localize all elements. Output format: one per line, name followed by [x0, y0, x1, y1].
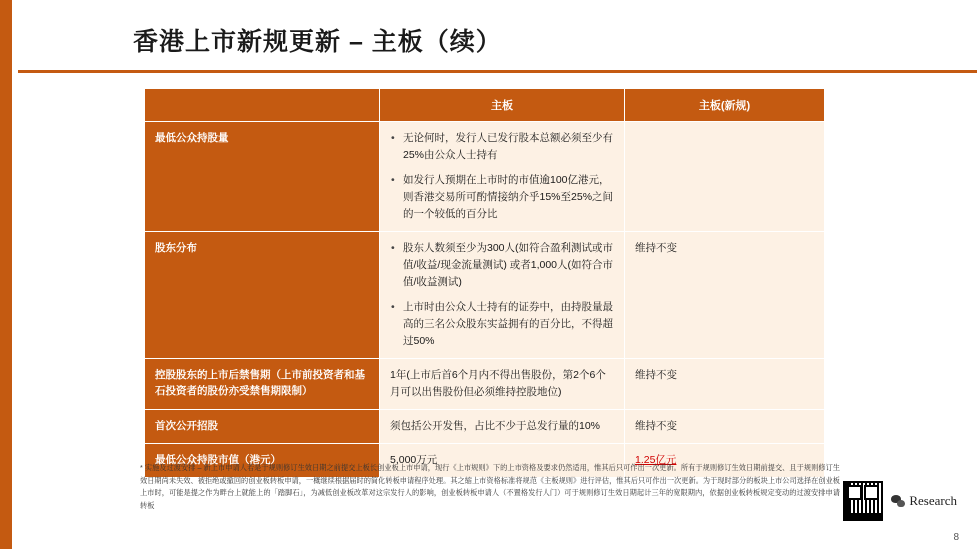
list-item: • 如发行人预期在上市时的市值逾100亿港元，则香港交易所可酌情接纳介乎15%至25%之间的一个较低的百分比: [390, 172, 614, 223]
row-label-min-market-cap: 最低公众持股市值（港元）: [145, 444, 380, 478]
row-label-shareholder-distribution: 股东分布: [145, 232, 380, 359]
table-row: [145, 410, 825, 444]
row-label-min-public-float: 最低公众持股量: [145, 122, 380, 232]
cell-new-shareholder-distribution: 维持不变: [625, 232, 825, 359]
header-main-board: 主板: [380, 89, 625, 122]
wechat-icon: [891, 495, 905, 507]
cell-main-min-market-cap: 5,000万元: [380, 444, 625, 478]
highlight-value: 1.25亿元: [635, 454, 677, 466]
list-item: • 股东人数须至少为300人(如符合盈利测试或市值/收益/现金流量测试) 或者1,000人(如符合市值/收益测试): [390, 240, 614, 291]
page-title: 香港上市新规更新 – 主板（续）: [133, 28, 502, 56]
header-main-board-new: 主板(新规): [625, 89, 825, 122]
cell-new-lockup-period: 维持不变: [625, 359, 825, 410]
left-accent-bar: [0, 0, 12, 549]
research-branding: [843, 481, 957, 521]
row-label-lockup-period: 控股股东的上市后禁售期（上市前投资者和基石投资者的股份亦受禁售期限制）: [145, 359, 380, 410]
comparison-table: [144, 88, 825, 478]
qr-code-icon: [843, 481, 883, 521]
row-label-ipo: 首次公开招股: [145, 410, 380, 444]
table-row: [145, 359, 825, 410]
research-label: Research: [909, 493, 957, 508]
cell-new-ipo: 维持不变: [625, 410, 825, 444]
research-label-group: [891, 493, 957, 509]
list-item: • 上市时由公众人士持有的证券中，由持股量最高的三名公众股东实益拥有的百分比，不得超过50%: [390, 299, 614, 350]
footnote: * 实施及过渡安排 – 新上市申请人若是于规则修订生效日期之前提交上板长创业板上市申请，现行《上市规则》下的上市资格及要求仍然适用，惟其后只可作出一次更新。所有于规则修订生效日期前提交、且于规则修订生效日期尚未失效、被拒绝或撤回的创业板转板申请，一概继续根据届时的简化转板申请程序处理。其之缩上市资格标准将规范《主板规则》进行评估，惟其后只可作出一次更新。为于现时部分的板块上市公司选择在创业板上市时，可能是提之作为畔台上就能上的「踏脚石」，为减低创业板改革对这宗发行人的影响，创业板转板申请人（不置格发行人门）可于规则修订生效日期起计三年的宽限期内，依据创业板转板规定变动的过渡安排申请转板: [140, 463, 840, 510]
header-blank: [145, 89, 380, 122]
list-item: • 无论何时，发行人已发行股本总额必须至少有25%由公众人士持有: [390, 130, 614, 164]
table-header-row: [145, 89, 825, 122]
cell-new-min-public-float: [625, 122, 825, 232]
cell-main-lockup-period: 1年(上市后首6个月内不得出售股份，第2个6个月可以出售股份但必须维持控股地位): [380, 359, 625, 410]
title-divider: [18, 70, 977, 73]
cell-main-min-public-float: [380, 122, 625, 232]
table-row: [145, 232, 825, 359]
cell-main-shareholder-distribution: [380, 232, 625, 359]
page-number: 8: [953, 532, 959, 543]
table-row: [145, 122, 825, 232]
cell-main-ipo: 须包括公开发售，占比不少于总发行量的10%: [380, 410, 625, 444]
